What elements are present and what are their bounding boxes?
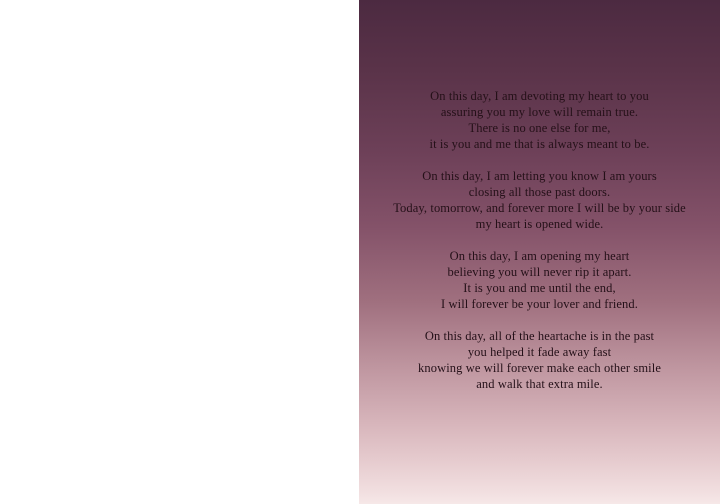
right-page <box>359 0 720 504</box>
poem-body <box>359 0 720 392</box>
poem-line: It is you and me until the end, <box>463 281 616 295</box>
left-page <box>0 0 359 504</box>
poem-line: I will forever be your lover and friend. <box>441 297 638 311</box>
poem-line: it is you and me that is always meant to be. <box>429 137 650 151</box>
poem-line: On this day, I am opening my heart <box>449 249 630 263</box>
poem-line: knowing we will forever make each other smile <box>418 361 661 375</box>
poem-line: On this day, all of the heartache is in the past <box>424 329 655 343</box>
poem-stanza <box>359 168 720 232</box>
poem-line: and walk that extra mile. <box>476 377 603 391</box>
poem-stanza <box>359 88 720 152</box>
poem-line: closing all those past doors. <box>468 185 611 199</box>
poem-line: you helped it fade away fast <box>467 345 612 359</box>
poem-line: There is no one else for me, <box>468 121 611 135</box>
poem-stanza <box>359 328 720 392</box>
poem-line: believing you will never rip it apart. <box>447 265 632 279</box>
poem-line: Today, tomorrow, and forever more I will be by your side <box>393 201 686 215</box>
poem-line: On this day, I am devoting my heart to you <box>430 89 649 103</box>
poem-line: On this day, I am letting you know I am yours <box>422 169 657 183</box>
poem-line: assuring you my love will remain true. <box>440 105 639 119</box>
poem-stanza <box>359 248 720 312</box>
poem-line: my heart is opened wide. <box>475 217 604 231</box>
